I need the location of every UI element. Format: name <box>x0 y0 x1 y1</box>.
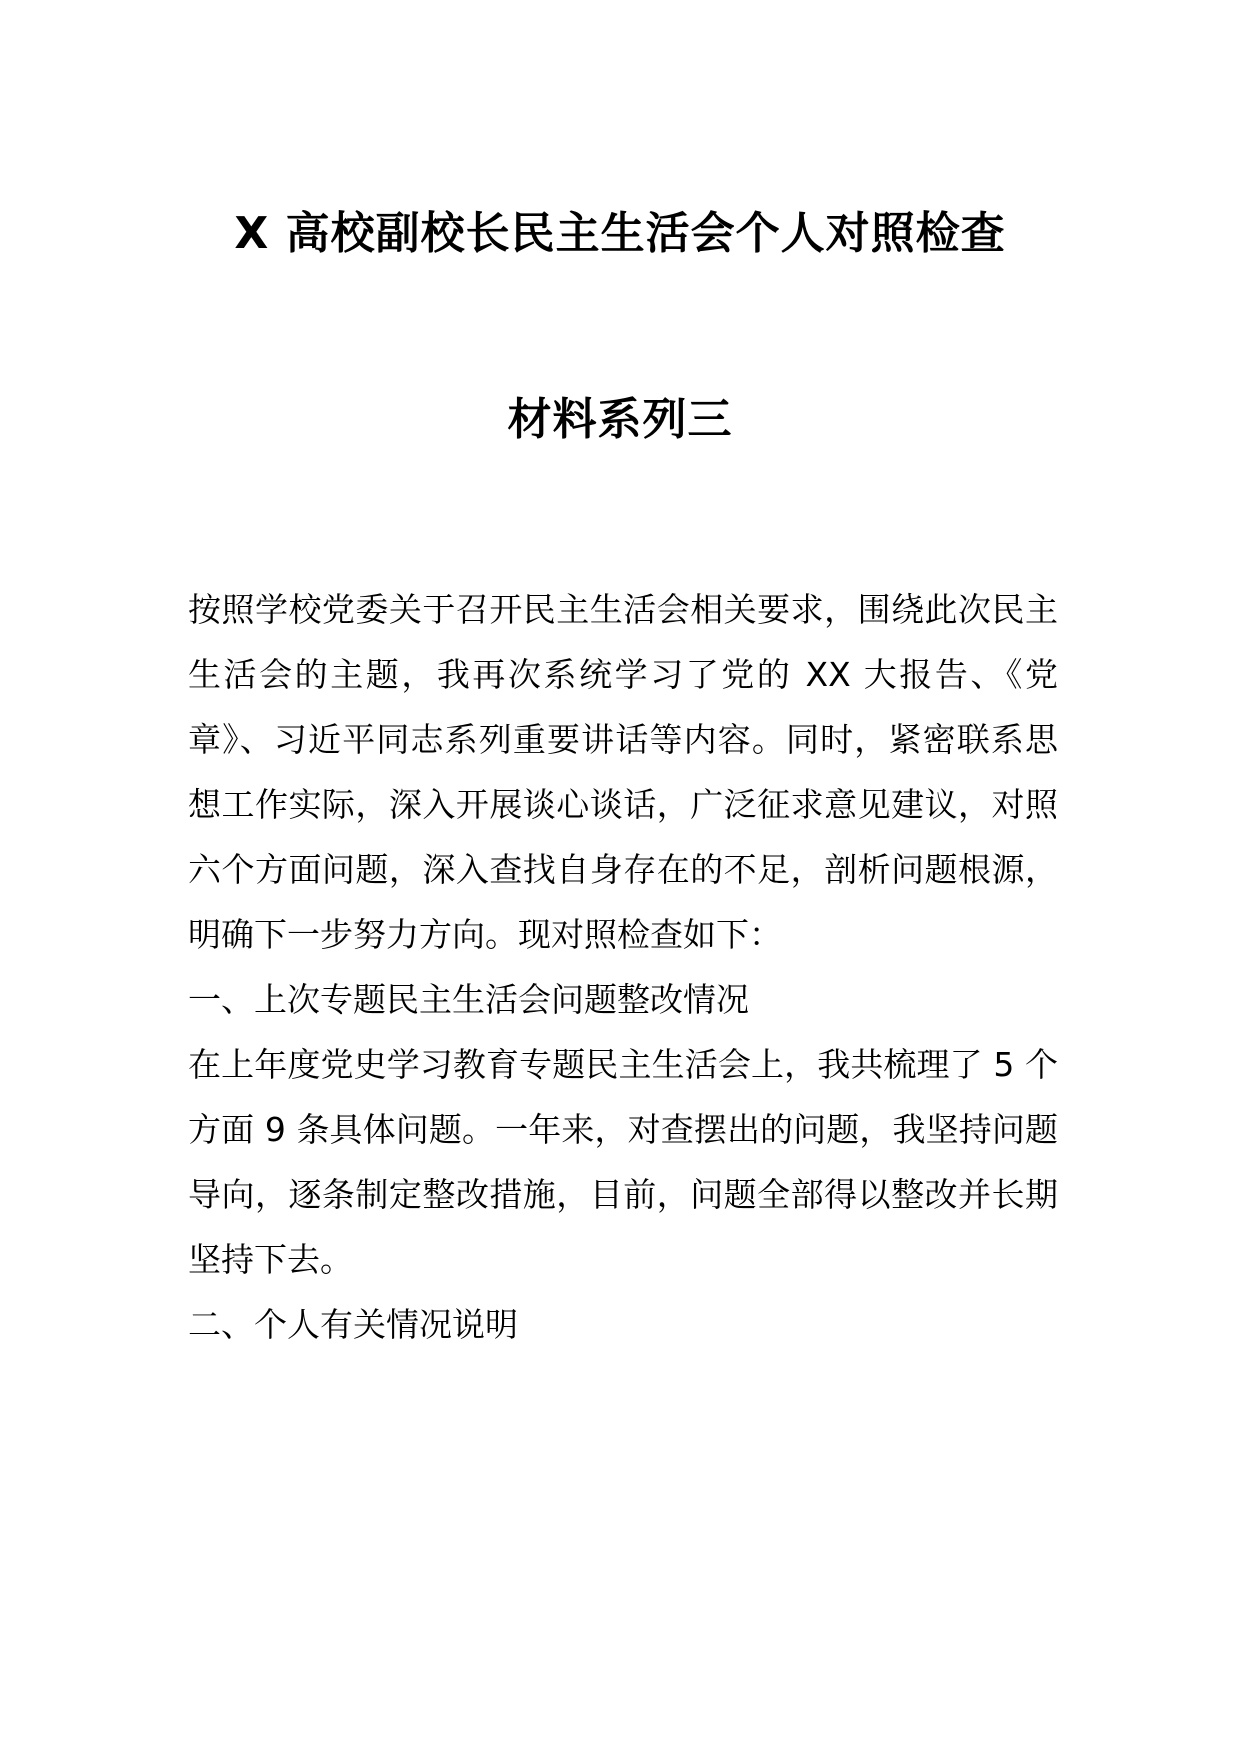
document-title-line-1: X 高校副校长民主生活会个人对照检查 <box>234 208 1006 259</box>
section-heading-1: 一、上次专题民主生活会问题整改情况 <box>188 980 749 1019</box>
document-body <box>188 577 1058 1357</box>
intro-paragraph: 按照学校党委关于召开民主生活会相关要求，围绕此次民主生活会的主题，我再次系统学习了党的 XX 大报告、《党章》、习近平同志系列重要讲话等内容。同时，紧密联系思想工作实际，深入开展谈心谈话，广泛征求意见建议，对照六个方面问题，深入查找自身存在的不足，剖析问题根源，明确下一步努力方向。现对照检查如下： <box>188 590 1058 954</box>
section-heading-2: 二、个人有关情况说明 <box>188 1305 518 1344</box>
section-1-paragraph: 在上年度党史学习教育专题民主生活会上，我共梳理了 5 个方面 9 条具体问题。一年来，对查摆出的问题，我坚持问题导向，逐条制定整改措施，目前，问题全部得以整改并长期坚持下去。 <box>188 1045 1058 1279</box>
document-title-line-2: 材料系列三 <box>507 394 733 445</box>
